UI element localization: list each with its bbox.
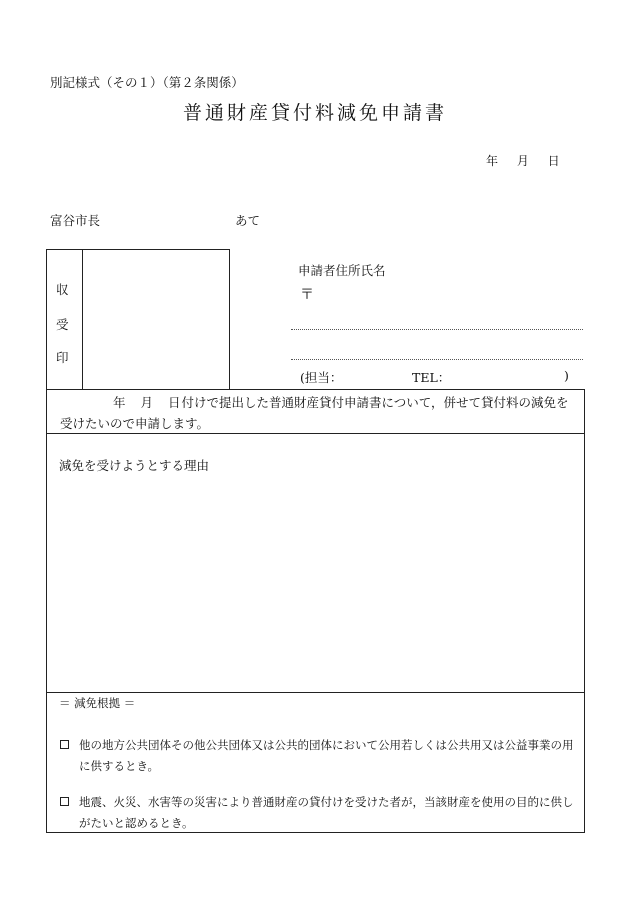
receipt-stamp-box	[46, 249, 230, 390]
reason-label: 減免を受けようとする理由	[59, 458, 210, 473]
statement-divider	[47, 433, 584, 434]
basis-title: ＝ 減免根拠 ＝	[59, 696, 136, 710]
stamp-char-seal: 印	[56, 350, 69, 365]
basis-item-text: 他の地方公共団体その他公共団体又は公共的団体において公用若しくは公共用又は公益事業の用に供するとき。	[79, 738, 574, 773]
checkbox[interactable]	[60, 740, 69, 749]
application-table	[46, 389, 585, 833]
basis-item-text: 地震、火災、水害等の災害により普通財産の貸付けを受けた者が，当該財産を使用の目的に供しがたいと認めるとき。	[79, 795, 574, 830]
stamp-char-accept: 受	[56, 317, 69, 332]
name-line[interactable]	[291, 359, 583, 360]
document-title: 普通財産貸付料減免申請書	[182, 102, 447, 124]
contact-person-label: (担当：	[300, 370, 343, 385]
applicant-label: 申請者住所氏名	[298, 263, 386, 278]
stamp-divider	[82, 250, 83, 389]
statement-date: 年 月 日	[113, 395, 182, 410]
statement-text: 付けで提出した普通財産貸付申請書について，併せて貸付料の減免を受けたいので申請します。	[60, 395, 569, 431]
form-number-label: 別記様式（その１）（第２条関係）	[50, 75, 244, 90]
honorific: あて	[235, 213, 261, 228]
tel-label: TEL：	[412, 370, 451, 385]
basis-divider	[47, 692, 584, 693]
stamp-char-receive: 収	[56, 282, 69, 297]
address-line[interactable]	[291, 329, 583, 330]
postal-mark: 〒	[300, 287, 314, 303]
date-line: 年 月 日	[486, 154, 561, 168]
checkbox[interactable]	[60, 797, 69, 806]
statement-paragraph	[60, 392, 580, 434]
addressee: 富谷市長	[50, 213, 101, 228]
contact-close: )	[564, 368, 569, 383]
